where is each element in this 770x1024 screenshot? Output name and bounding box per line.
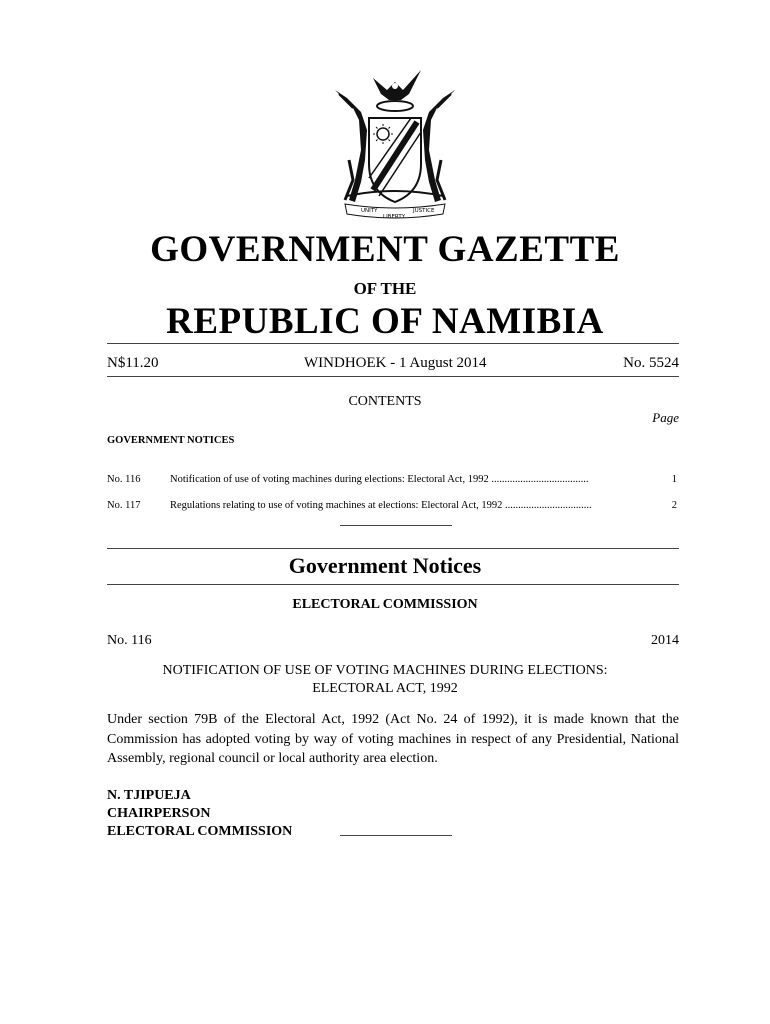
notice-body: Under section 79B of the Electoral Act, 1992 (Act No. 24 of 1992), it is made known that the Commission has adopted voting by way of voting machines in respect of any Presidential, National Assembly, regional council or local authority area election. bbox=[107, 712, 679, 766]
contents-item-page: 2 bbox=[671, 500, 677, 511]
contents-end-rule bbox=[340, 525, 452, 526]
of-the-line: OF THE bbox=[353, 279, 417, 298]
issue-place-date: WINDHOEK - 1 August 2014 bbox=[304, 355, 487, 371]
notice-title-line-2: ELECTORAL ACT, 1992 bbox=[312, 681, 458, 696]
gazette-title: GOVERNMENT GAZETTE bbox=[150, 229, 620, 270]
notice-year: 2014 bbox=[651, 633, 679, 648]
contents-item-page: 1 bbox=[671, 474, 677, 485]
motto-justice: JUSTICE bbox=[413, 208, 435, 214]
signatory-name: N. TJIPUEJA bbox=[107, 788, 191, 803]
contents-item-title: Regulations relating to use of voting machines at elections: Electoral Act, 1992 ................................. bbox=[170, 500, 592, 511]
issue-price: N$11.20 bbox=[107, 355, 159, 371]
notices-heading: Government Notices bbox=[288, 553, 482, 578]
contents-section-heading: GOVERNMENT NOTICES bbox=[107, 435, 235, 446]
coat-of-arms-emblem bbox=[325, 60, 465, 220]
contents-item-number: No. 116 bbox=[107, 474, 141, 485]
motto-liberty: LIBERTY bbox=[383, 214, 406, 220]
notice-end-rule bbox=[340, 835, 452, 836]
authority-heading: ELECTORAL COMMISSION bbox=[292, 597, 478, 612]
contents-heading: CONTENTS bbox=[348, 394, 422, 409]
signatory-organisation: ELECTORAL COMMISSION bbox=[107, 824, 293, 839]
notices-bottom-rule bbox=[107, 584, 679, 585]
signatory-title: CHAIRPERSON bbox=[107, 806, 211, 821]
top-rule bbox=[107, 343, 679, 344]
country-title: REPUBLIC OF NAMIBIA bbox=[166, 301, 604, 342]
notice-title-line-1: NOTIFICATION OF USE OF VOTING MACHINES DURING ELECTIONS: bbox=[162, 663, 608, 678]
contents-item-title: Notification of use of voting machines during elections: Electoral Act, 1992 ..................................... bbox=[170, 474, 589, 485]
contents-item-number: No. 117 bbox=[107, 500, 141, 511]
issue-number: No. 5524 bbox=[623, 355, 679, 371]
notice-number: No. 116 bbox=[107, 633, 152, 648]
issue-rule bbox=[107, 376, 679, 377]
notices-top-rule bbox=[107, 548, 679, 549]
motto-unity: UNITY bbox=[361, 208, 378, 214]
page-column-label: Page bbox=[652, 410, 679, 425]
coat-of-arms-drawing bbox=[325, 60, 465, 220]
